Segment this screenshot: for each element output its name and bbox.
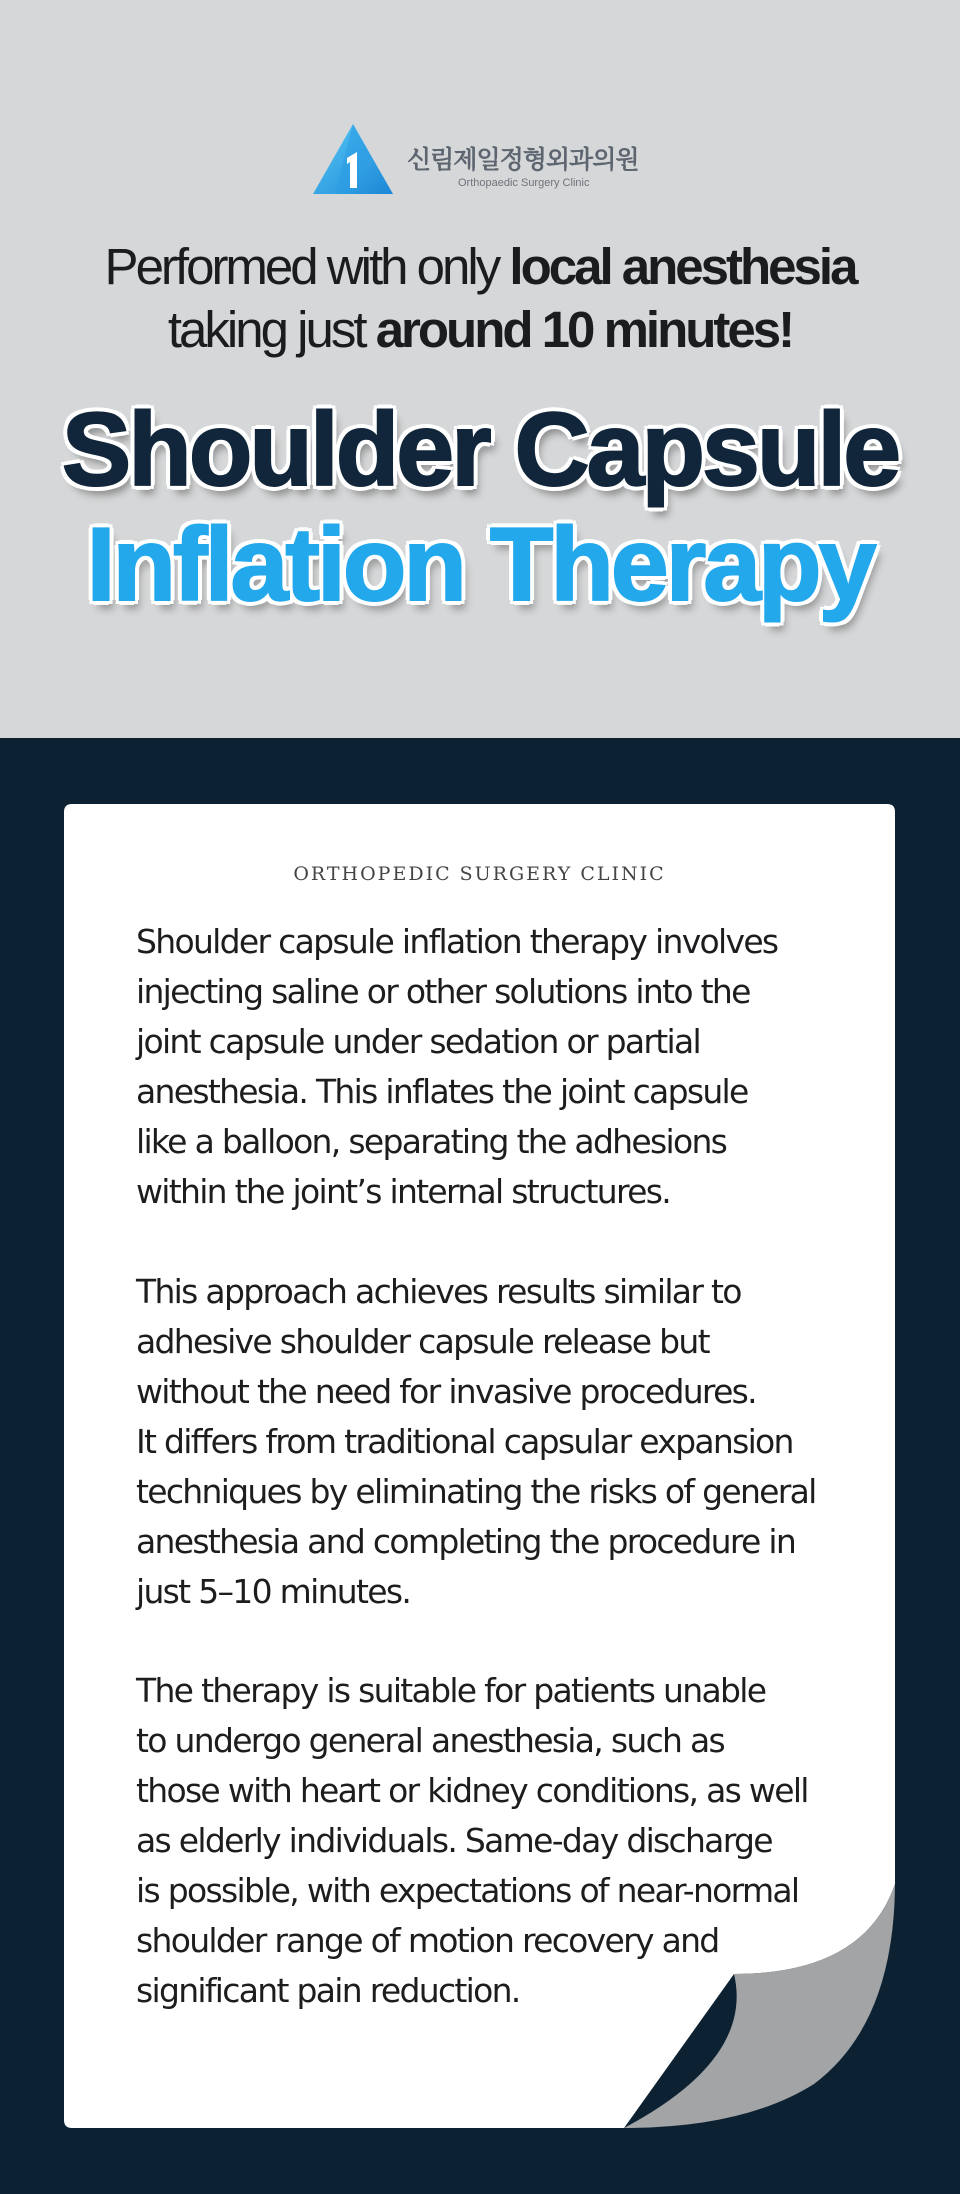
card-label: ORTHOPEDIC SURGERY CLINIC — [293, 863, 666, 885]
headline-line-1 — [0, 237, 960, 297]
paragraph-line: Shoulder capsule inflation therapy involves — [136, 922, 778, 961]
clinic-logo — [313, 124, 673, 196]
hero-banner — [0, 0, 960, 738]
paragraph-line: within the joint’s internal structures. — [136, 1172, 671, 1211]
paragraph-line: adhesive shoulder capsule release but — [136, 1322, 709, 1361]
paragraph-2 — [136, 1267, 876, 1617]
title-line-2: Inflation Therapy — [86, 507, 874, 623]
paragraph-1 — [136, 917, 876, 1217]
paragraph-3 — [136, 1666, 876, 2016]
paragraph-line: just 5–10 minutes. — [136, 1572, 411, 1611]
clinic-logo-name: 신림제일정형외과의원 — [407, 145, 639, 174]
paragraph-line: It differs from traditional capsular expansion — [136, 1422, 793, 1461]
info-card — [64, 804, 895, 2128]
headline-line-2-regular: taking just — [167, 301, 376, 358]
paragraph-line: shoulder range of motion recovery and — [136, 1921, 719, 1960]
clinic-logo-icon — [313, 124, 393, 194]
title-line-1: Shoulder Capsule — [61, 392, 899, 508]
paragraph-line: to undergo general anesthesia, such as — [136, 1721, 725, 1760]
headline-line-1-regular: Performed with only — [104, 238, 510, 295]
paragraph-line: those with heart or kidney conditions, as well — [136, 1771, 808, 1810]
paragraph-line: joint capsule under sedation or partial — [136, 1022, 700, 1061]
paragraph-line: without the need for invasive procedures. — [136, 1372, 756, 1411]
paragraph-line: techniques by eliminating the risks of general — [136, 1472, 816, 1511]
paragraph-line: is possible, with expectations of near-normal — [136, 1871, 799, 1910]
paragraph-line: injecting saline or other solutions into the — [136, 972, 750, 1011]
paragraph-line: anesthesia. This inflates the joint capsule — [136, 1072, 748, 1111]
paragraph-line: like a balloon, separating the adhesions — [136, 1122, 727, 1161]
headline-line-2 — [0, 300, 960, 360]
paragraph-line: anesthesia and completing the procedure in — [136, 1522, 796, 1561]
paragraph-line: as elderly individuals. Same-day discharge — [136, 1821, 772, 1860]
paragraph-line: significant pain reduction. — [136, 1971, 520, 2010]
paragraph-line: The therapy is suitable for patients unable — [136, 1671, 766, 1710]
headline-line-2-bold: around 10 minutes! — [375, 301, 793, 358]
clinic-logo-subtitle: Orthopaedic Surgery Clinic — [458, 177, 590, 189]
paragraph-line: This approach achieves results similar to — [136, 1272, 741, 1311]
headline-line-1-bold: local anesthesia — [509, 238, 856, 295]
